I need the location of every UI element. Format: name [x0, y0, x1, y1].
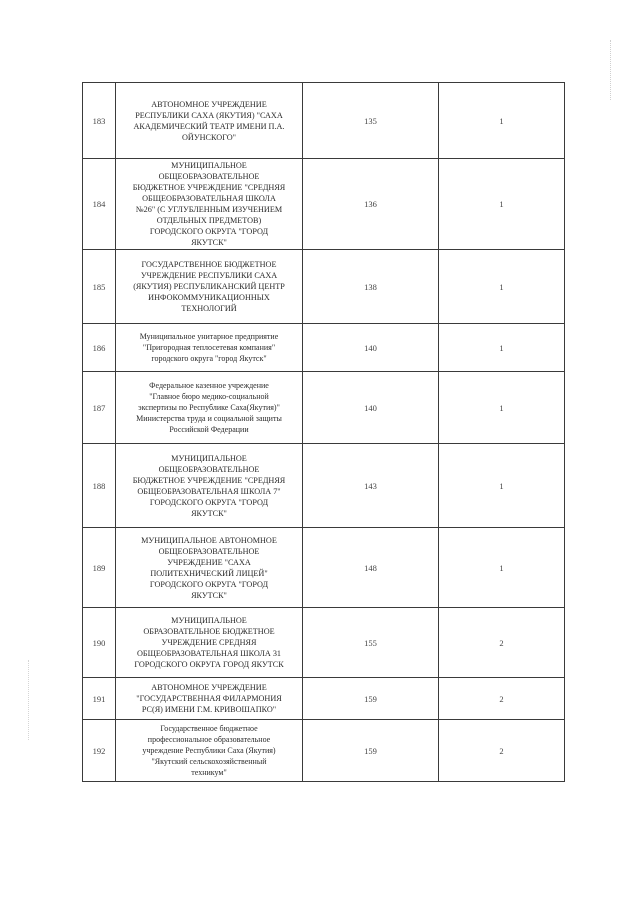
organization-name-line: техникум"	[191, 768, 227, 777]
row-value: 136	[364, 199, 377, 209]
organization-name-line: Федеральное казенное учреждение	[149, 381, 269, 390]
margin-scan-marks-top	[610, 40, 613, 100]
row-count: 2	[499, 745, 504, 756]
organization-name-line: МУНИЦИПАЛЬНОЕ	[171, 161, 247, 170]
organization-name-line: МУНИЦИПАЛЬНОЕ	[171, 616, 247, 625]
organization-name-line: Российской Федерации	[169, 425, 249, 434]
table-body	[83, 83, 565, 782]
row-value: 135	[364, 115, 377, 126]
organization-name-line: УЧРЕЖДЕНИЕ СРЕДНЯЯ	[161, 638, 257, 647]
row-number-cell	[83, 678, 116, 720]
row-number-cell	[83, 720, 116, 782]
organizations-table	[82, 82, 565, 782]
organization-name-line: ГОСУДАРСТВЕННОЕ БЮДЖЕТНОЕ	[141, 260, 277, 269]
row-value: 138	[364, 281, 377, 292]
row-count: 1	[499, 342, 504, 353]
organization-name-line: профессиональное образовательное	[147, 735, 271, 744]
organization-name-line: ОТДЕЛЬНЫХ ПРЕДМЕТОВ)	[156, 216, 262, 225]
row-count: 1	[499, 281, 504, 292]
row-value: 143	[364, 480, 377, 491]
count-cell	[439, 324, 565, 372]
organization-name-line: экспертизы по Республике Саха(Якутия)"	[138, 403, 280, 412]
row-count: 1	[499, 115, 504, 126]
value-cell	[303, 528, 439, 608]
organization-cell	[116, 528, 303, 608]
table-row	[83, 678, 565, 720]
row-number: 190	[92, 637, 106, 648]
value-cell	[303, 324, 439, 372]
table-row	[83, 444, 565, 528]
organization-name-line: Государственное бюджетное	[160, 724, 258, 733]
table-row	[83, 372, 565, 444]
row-number: 187	[92, 402, 106, 413]
row-number-cell	[83, 528, 116, 608]
row-number-cell	[83, 372, 116, 444]
table-row	[83, 720, 565, 782]
row-value: 159	[364, 693, 377, 704]
row-value: 140	[364, 342, 377, 353]
count-cell	[439, 528, 565, 608]
organization-name-line: (ЯКУТИЯ) РЕСПУБЛИКАНСКИЙ ЦЕНТР	[133, 282, 285, 291]
organization-name-line: РЕСПУБЛИКИ САХА (ЯКУТИЯ) "САХА	[135, 110, 283, 120]
organization-name-line: АВТОНОМНОЕ УЧРЕЖДЕНИЕ	[151, 99, 267, 109]
count-cell	[439, 83, 565, 159]
row-count: 1	[499, 562, 504, 573]
organization-name-line: ОБЩЕОБРАЗОВАТЕЛЬНОЕ	[158, 172, 260, 181]
organization-name-line: ОБЩЕОБРАЗОВАТЕЛЬНАЯ ШКОЛА 7"	[137, 486, 281, 496]
row-number-cell	[83, 83, 116, 159]
row-number: 192	[92, 745, 106, 756]
row-number-cell	[83, 324, 116, 372]
value-cell	[303, 444, 439, 528]
organization-name-line: РС(Я) ИМЕНИ Г.М. КРИВОШАПКО"	[141, 705, 277, 714]
row-number-cell	[83, 159, 116, 250]
row-count: 1	[499, 402, 504, 413]
organization-name-line: "ГОСУДАРСТВЕННАЯ ФИЛАРМОНИЯ	[136, 694, 282, 703]
row-number: 191	[92, 693, 106, 704]
organization-name-line: УЧРЕЖДЕНИЕ "САХА	[167, 557, 251, 567]
organization-name-line: ЯКУТСК"	[191, 238, 227, 247]
organization-name-line: ГОРОДСКОГО ОКРУГА "ГОРОД	[149, 227, 269, 236]
row-count: 2	[499, 637, 504, 648]
table-row	[83, 83, 565, 159]
organization-name-line: ТЕХНОЛОГИЙ	[181, 304, 237, 313]
row-number: 185	[92, 281, 106, 292]
organization-cell	[116, 159, 303, 250]
row-count: 2	[499, 693, 504, 704]
organization-name-line: ИНФОКОММУНИКАЦИОННЫХ	[148, 293, 270, 302]
organization-cell	[116, 608, 303, 678]
organization-name-line: ОБЩЕОБРАЗОВАТЕЛЬНОЕ	[158, 464, 260, 474]
organization-name-line: БЮДЖЕТНОЕ УЧРЕЖДЕНИЕ "СРЕДНЯЯ	[132, 475, 286, 485]
organization-name-line: ПОЛИТЕХНИЧЕСКИЙ ЛИЦЕЙ"	[150, 568, 268, 578]
organization-name-line: ЯКУТСК"	[191, 508, 227, 518]
organization-name-line: ОБЩЕОБРАЗОВАТЕЛЬНАЯ ШКОЛА 31	[136, 649, 282, 658]
value-cell	[303, 678, 439, 720]
table-row	[83, 324, 565, 372]
row-number-cell	[83, 250, 116, 324]
table-row	[83, 528, 565, 608]
organization-name-line: ЯКУТСК"	[191, 590, 227, 600]
organization-name-line: УЧРЕЖДЕНИЕ РЕСПУБЛИКИ САХА	[140, 271, 278, 280]
row-number-cell	[83, 444, 116, 528]
organization-name-line: ГОРОДСКОГО ОКРУГА "ГОРОД	[149, 579, 269, 589]
count-cell	[439, 678, 565, 720]
organization-name-line: МУНИЦИПАЛЬНОЕ АВТОНОМНОЕ	[141, 535, 277, 545]
organization-name-line: АВТОНОМНОЕ УЧРЕЖДЕНИЕ	[151, 683, 267, 692]
organization-name-line: ОБЩЕОБРАЗОВАТЕЛЬНАЯ ШКОЛА	[142, 194, 276, 203]
value-cell	[303, 83, 439, 159]
organization-cell	[116, 250, 303, 324]
row-number: 189	[92, 562, 106, 573]
count-cell	[439, 608, 565, 678]
organization-name-line: ГОРОДСКОГО ОКРУГА ГОРОД ЯКУТСК	[134, 660, 284, 669]
margin-scan-marks-left	[28, 660, 31, 740]
row-number-cell	[83, 608, 116, 678]
value-cell	[303, 720, 439, 782]
organization-name-line: "Пригородная теплосетевая компания"	[142, 343, 276, 352]
organization-name-line: ОБЩЕОБРАЗОВАТЕЛЬНОЕ	[158, 546, 260, 556]
organization-name-line: городского округа "город Якутск"	[151, 354, 267, 363]
count-cell	[439, 372, 565, 444]
count-cell	[439, 444, 565, 528]
organization-cell	[116, 324, 303, 372]
organization-name-line: учреждение Республики Саха (Якутия)	[142, 746, 276, 755]
organization-cell	[116, 83, 303, 159]
organization-cell	[116, 678, 303, 720]
organization-name-line: "Главное бюро медико-социальной	[149, 392, 269, 401]
organization-name-line: "Якутский сельскохозяйственный	[151, 757, 267, 766]
table-row	[83, 608, 565, 678]
organization-name-line: ОБРАЗОВАТЕЛЬНОЕ БЮДЖЕТНОЕ	[143, 627, 275, 636]
row-count: 1	[499, 199, 504, 209]
organization-name-line: АКАДЕМИЧЕСКИЙ ТЕАТР ИМЕНИ П.А.	[133, 121, 285, 131]
row-number: 186	[92, 342, 106, 353]
organization-cell	[116, 720, 303, 782]
row-count: 1	[499, 480, 504, 491]
value-cell	[303, 250, 439, 324]
count-cell	[439, 720, 565, 782]
row-number: 183	[92, 115, 106, 126]
count-cell	[439, 250, 565, 324]
row-number: 188	[92, 480, 106, 491]
value-cell	[303, 608, 439, 678]
organization-name-line: Министерства труда и социальной защиты	[136, 414, 282, 423]
organization-cell	[116, 444, 303, 528]
value-cell	[303, 372, 439, 444]
table-row	[83, 250, 565, 324]
row-value: 155	[364, 637, 377, 648]
organization-name-line: МУНИЦИПАЛЬНОЕ	[171, 453, 247, 463]
value-cell	[303, 159, 439, 250]
row-value: 159	[364, 745, 377, 756]
count-cell	[439, 159, 565, 250]
organization-name-line: ОЙУНСКОГО"	[182, 132, 236, 142]
organization-name-line: №26" (С УГЛУБЛЕННЫМ ИЗУЧЕНИЕМ	[135, 205, 283, 214]
table-row	[83, 159, 565, 250]
row-value: 140	[364, 402, 377, 413]
row-number: 184	[92, 199, 106, 209]
organization-cell	[116, 372, 303, 444]
organization-name-line: ГОРОДСКОГО ОКРУГА "ГОРОД	[149, 497, 269, 507]
organization-name-line: БЮДЖЕТНОЕ УЧРЕЖДЕНИЕ "СРЕДНЯЯ	[132, 183, 286, 192]
row-value: 148	[364, 562, 377, 573]
organization-name-line: Муниципальное унитарное предприятие	[139, 332, 279, 341]
